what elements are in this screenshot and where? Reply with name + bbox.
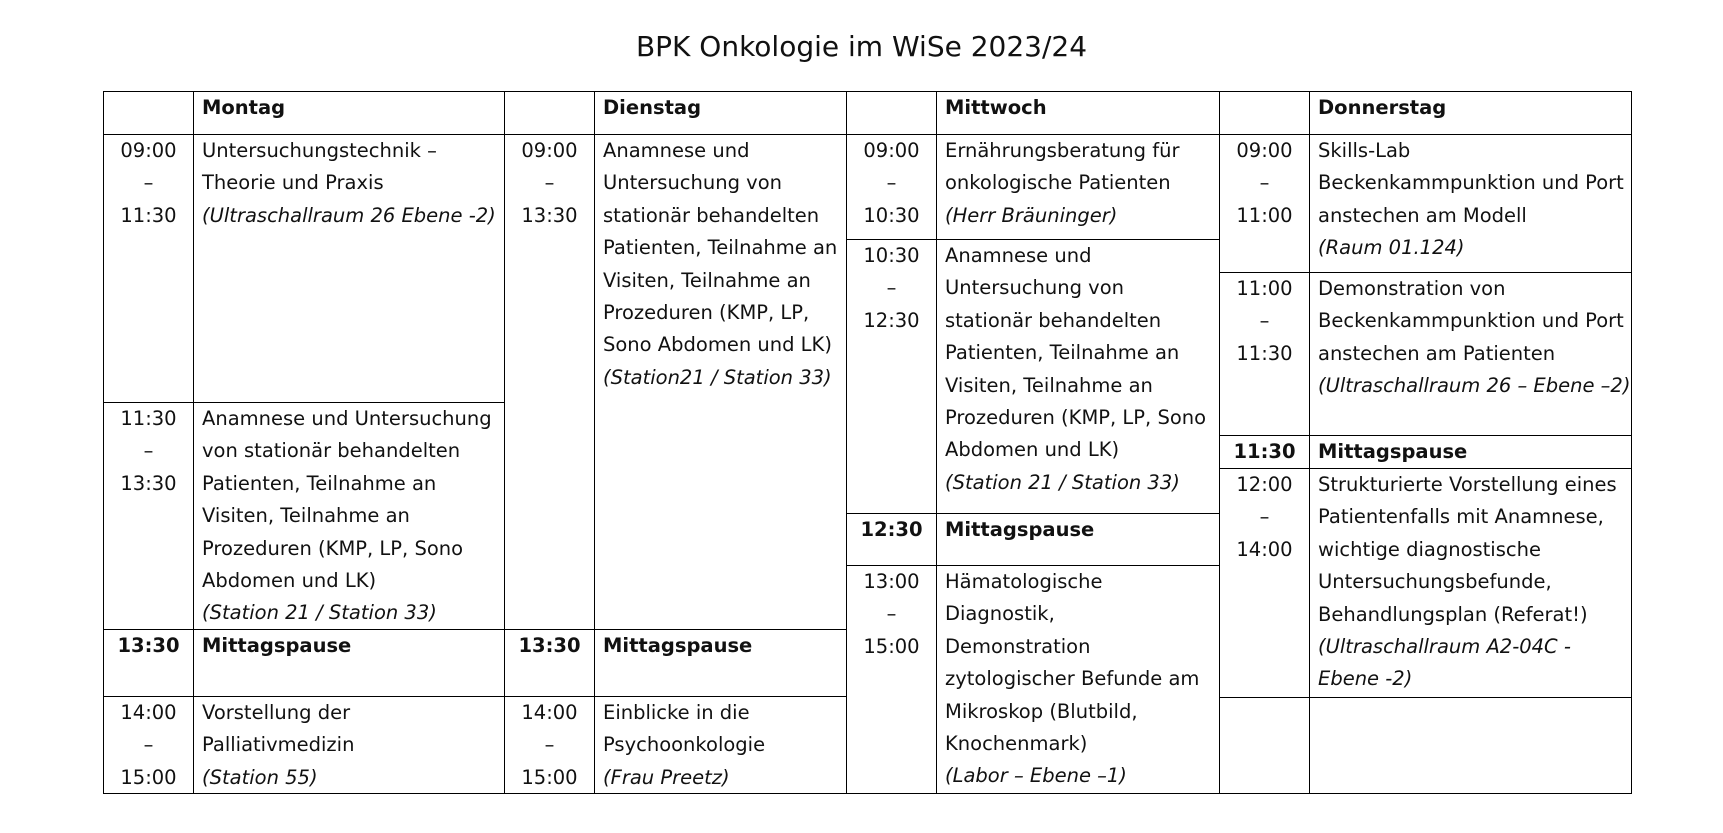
wed-slot2-content: Anamnese und Untersuchung von stationär behandelten Patienten, Teilnahme an Visiten, Teilnahme an Prozeduren (KMP, LP, Sono Abdomen und LK) (Station 21 / Station 33)	[936, 239, 1219, 513]
thu-slot1-time: 09:00 – 11:00	[1219, 134, 1309, 272]
thu-lunch: Mittagspause	[1309, 435, 1632, 468]
thu-slot3-location-line2: Ebene -2)	[1318, 667, 1413, 691]
day-header-tuesday: Dienstag	[594, 91, 846, 134]
mon-slot1-time: 09:00 – 11:30	[103, 134, 193, 402]
header-time-cell-mon	[103, 91, 193, 134]
tue-lunch-time: 13:30	[504, 629, 594, 696]
tue-lunch: Mittagspause	[594, 629, 846, 696]
day-header-monday: Montag	[193, 91, 504, 134]
wed-slot1-time: 09:00 – 10:30	[846, 134, 936, 239]
mon-slot3-time: 14:00 – 15:00	[103, 696, 193, 793]
tue-slot1-content: Anamnese und Untersuchung von stationär behandelten Patienten, Teilnahme an Visiten, Teilnahme an Prozeduren (KMP, LP, Sono Abdomen und LK) (Station21 / Station 33)	[594, 134, 846, 629]
table-border-right	[1631, 91, 1632, 793]
wed-slot1-location: (Herr Bräuninger)	[945, 203, 1118, 227]
tue-slot2-content: Einblicke in die Psychoonkologie (Frau Preetz)	[594, 696, 846, 793]
table-border-bottom	[103, 793, 1632, 794]
thu-slot2-time: 11:00 – 11:30	[1219, 272, 1309, 435]
wed-lunch: Mittagspause	[936, 513, 1219, 565]
tue-slot2-location: (Frau Preetz)	[603, 765, 730, 789]
wed-slot2-time: 10:30 – 12:30	[846, 239, 936, 513]
mon-slot2-location: (Station 21 / Station 33)	[202, 601, 437, 625]
thu-slot3-time: 12:00 – 14:00	[1219, 468, 1309, 697]
mon-slot1-location: (Ultraschallraum 26 Ebene -2)	[202, 203, 496, 227]
wed-slot2-location: (Station 21 / Station 33)	[945, 470, 1180, 494]
thu-slot3-location-line1: (Ultraschallraum A2-04C -	[1318, 635, 1571, 659]
thu-slot1-content: Skills-Lab Beckenkammpunktion und Port anstechen am Modell (Raum 01.124)	[1309, 134, 1632, 272]
mon-slot3-location: (Station 55)	[202, 765, 318, 789]
day-header-thursday: Donnerstag	[1309, 91, 1632, 134]
thu-slot1-location: (Raum 01.124)	[1318, 236, 1465, 260]
thu-empty-content	[1309, 697, 1632, 793]
thu-slot2-location: (Ultraschallraum 26 – Ebene –2)	[1318, 374, 1631, 398]
tue-slot1-time: 09:00 – 13:30	[504, 134, 594, 629]
mon-lunch-time: 13:30	[103, 629, 193, 696]
page-title: BPK Onkologie im WiSe 2023/24	[635, 30, 1088, 63]
thu-slot2-content: Demonstration von Beckenkammpunktion und Port anstechen am Patienten (Ultraschallraum 26 – Ebene –2)	[1309, 272, 1632, 435]
thu-lunch-time: 11:30	[1219, 435, 1309, 468]
thu-empty-time	[1219, 697, 1309, 793]
mon-slot2-time: 11:30 – 13:30	[103, 402, 193, 629]
header-time-cell-tue	[504, 91, 594, 134]
wed-slot3-time: 13:00 – 15:00	[846, 565, 936, 793]
header-time-cell-wed	[846, 91, 936, 134]
thu-slot3-content: Strukturierte Vorstellung eines Patientenfalls mit Anamnese, wichtige diagnostische Untersuchungsbefunde, Behandlungsplan (Referat!) (Ultraschallraum A2-04C - Ebene -2)	[1309, 468, 1632, 697]
wed-lunch-time: 12:30	[846, 513, 936, 565]
wed-slot3-location: (Labor – Ebene –1)	[945, 764, 1127, 788]
tue-slot2-time: 14:00 – 15:00	[504, 696, 594, 793]
tue-slot1-location: (Station21 / Station 33)	[603, 365, 832, 389]
mon-lunch: Mittagspause	[193, 629, 504, 696]
mon-slot2-content: Anamnese und Untersuchung von stationär behandelten Patienten, Teilnahme an Visiten, Teilnahme an Prozeduren (KMP, LP, Sono Abdomen und LK) (Station 21 / Station 33)	[193, 402, 504, 629]
day-header-wednesday: Mittwoch	[936, 91, 1219, 134]
wed-slot1-content: Ernährungsberatung für onkologische Patienten (Herr Bräuninger)	[936, 134, 1219, 239]
header-time-cell-thu	[1219, 91, 1309, 134]
mon-slot3-content: Vorstellung der Palliativmedizin (Station 55)	[193, 696, 504, 793]
mon-slot1-content: Untersuchungstechnik – Theorie und Praxis (Ultraschallraum 26 Ebene -2)	[193, 134, 504, 402]
wed-slot3-content: Hämatologische Diagnostik, Demonstration zytologischer Befunde am Mikroskop (Blutbild, Knochenmark) (Labor – Ebene –1)	[936, 565, 1219, 793]
